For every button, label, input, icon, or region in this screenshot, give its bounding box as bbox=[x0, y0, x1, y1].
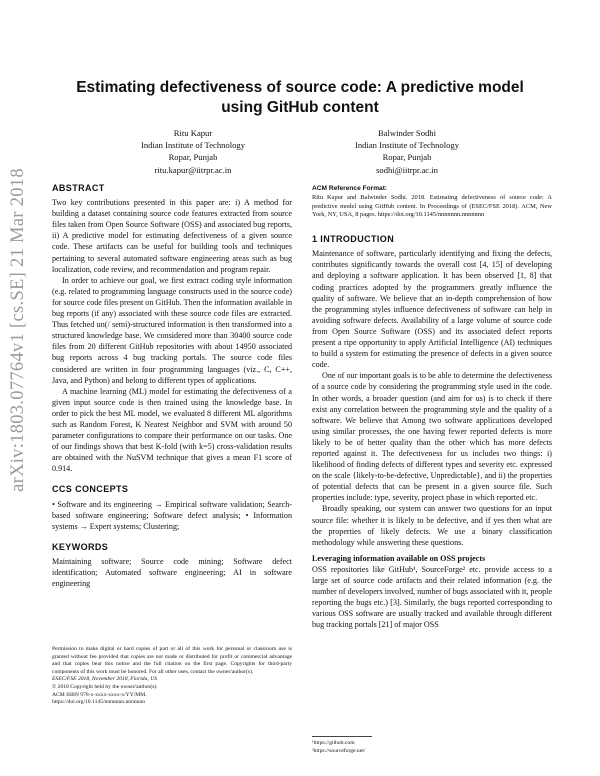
doi-link[interactable]: https://doi.org/10.1145/nnnnnnn.nnnnnnn bbox=[52, 699, 146, 706]
author-location: Ropar, Punjab bbox=[168, 152, 218, 163]
abstract-paragraph: A machine learning (ML) model for estimating the defectiveness of a given input source code is then trained using the knowledge base. In order to pick the best ML model, we evaluated 8 different ML algorithms such as Random Forest, K Nearest Neighbor and SVM with around 50 parameter configurations to compare their performance on our tasks. One of our findings shows that best K-fold (with k=5) cross-validation results are obtained with the NuSVM technique that gives a mean F1 score of 0.914. bbox=[52, 386, 292, 474]
section-heading: 1 INTRODUCTION bbox=[312, 234, 395, 245]
abstract-heading: ABSTRACT bbox=[52, 183, 105, 193]
ccs-text: • Software and its engineering → Empirical software validation; Search-based software engineering; Software defect analysis; • Information systems → Expert systems; Clustering; bbox=[52, 499, 292, 531]
isbn: ACM ISBN 978-x-xxxx-xxxx-x/YY/MM. bbox=[52, 691, 147, 698]
author-name: Balwinder Sodhi bbox=[377, 128, 436, 138]
author-affiliation: Indian Institute of Technology bbox=[354, 140, 459, 151]
arxiv-watermark: arXiv:1803.07764v1 [cs.SE] 21 Mar 2018 bbox=[8, 168, 28, 492]
abstract-paragraph: In order to achieve our goal, we first extract coding style information (e.g. related to programming language constructs used in the source code) for source code files present on GitHub. Then the information available in bug reports (if any) associated with these source code files are extracted. Thus fetched un(/ semi)-structured information is then transformed into a structured knowledge base. We considered more than 30400 source code files from 20 different GitHub repositories with about 14950 associated bug reports across 4 bug tracking portals. The source code files considered are written in four programming languages (viz., C, C++, Java, and Python) and belong to different types of applications. bbox=[52, 275, 292, 385]
footnotes bbox=[312, 740, 552, 755]
paper-title: Estimating defectiveness of source code: A predictive model using GitHub content bbox=[76, 79, 524, 116]
author-block bbox=[292, 127, 522, 176]
intro-paragraph: OSS repositories like GitHub¹, SourceForge² etc. provide access to a large set of source code artifacts and their related information (e.g. the number of developers involved, number of bugs associated with it, people reporting the bugs etc.) [3]. Similarly, the bugs reported corresponding to various OSS software are usually tracked and available through different bug tracking portals [21] of major OSS bbox=[312, 564, 552, 630]
author-block bbox=[78, 127, 308, 176]
intro-paragraph: Maintenance of software, particularly identifying and fixing the defects, contributes significantly towards the overall cost [4, 15] of developing and deploying a software application. It has been observed [1, 8] that coding practices adopted by the programmers greatly influence the quality of software. We believe that an in-depth comprehension of how the programming styles influence defectiveness of software can help in avoiding software defects. Availability of a large volume of source code from Open Source Software (OSS) and its associated defect reports present a ripe opportunity to apply Artificial Intelligence (AI) techniques to build a system for estimating the presence of defects in a given source code. bbox=[312, 249, 552, 370]
keywords-text: Maintaining software; Source code mining; Software defect identification; Automated software engineering; AI in software engineering bbox=[52, 556, 292, 589]
abstract-paragraph: Two key contributions presented in this paper are: i) A method for building a dataset containing source code features extracted from source files taken from Open Source Software (OSS) and associated bug reports, ii) A predictive model for estimating defectiveness of a given source code. These artifacts can be useful for building tools and techniques pertaining to several automated software engineering areas such as bug localization, code review, and recommendation and program repair. bbox=[52, 198, 292, 274]
author-affiliation: Indian Institute of Technology bbox=[140, 140, 245, 151]
permission-text: Permission to make digital or hard copies of part or all of this work for personal or classroom use is granted without fee provided that copies are not made or distributed for profit or commercial advantage and that copies bear this notice and the full citation on the first page. Copyrights for third-party components of this work must be honored. For all other uses, contact the owner/author(s). bbox=[52, 646, 292, 675]
permission-block bbox=[52, 646, 292, 707]
acm-reference-heading: ACM Reference Format: bbox=[312, 185, 388, 192]
ccs-heading: CCS CONCEPTS bbox=[52, 484, 129, 495]
footnote-rule bbox=[312, 736, 372, 737]
footnote[interactable]: ¹https://github.com bbox=[312, 740, 355, 746]
intro-paragraph: Broadly speaking, our system can answer two questions for an input source file: whether it is likely to be defective, and if yes then what are the properties of likely defects. We use a binary classification methodology while answering these questions. bbox=[312, 504, 552, 547]
venue: ESEC/FSE 2018, November 2018, Florida, US bbox=[52, 676, 158, 683]
acm-reference-text: Ritu Kapur and Balwinder Sodhi. 2018. Estimating defectiveness of source code: A predictive model using GitHub content. In Proceedings of (ESEC/FSE 2018). ACM, New York, NY, USA, 8 pages. https://doi.org/10.1145/nnnnnnn.nnnnnnn bbox=[312, 193, 552, 219]
footnote[interactable]: ²https://sourceforge.net/ bbox=[312, 747, 366, 754]
keywords-heading: KEYWORDS bbox=[52, 541, 109, 552]
author-location: Ropar, Punjab bbox=[382, 152, 432, 163]
author-email[interactable]: ritu.kapur@iitrpr.ac.in bbox=[154, 164, 232, 175]
right-column bbox=[312, 185, 552, 630]
acm-reference bbox=[312, 185, 552, 220]
author-email[interactable]: sodhi@iitrpr.ac.in bbox=[376, 164, 438, 175]
left-column bbox=[52, 183, 292, 589]
copyright: © 2018 Copyright held by the owner/author(s). bbox=[52, 683, 158, 690]
author-name: Ritu Kapur bbox=[173, 128, 213, 138]
intro-paragraph: One of our important goals is to be able to determine the defectiveness of a source code by considering the programming style used in the code. In other words, a broader question (and aim for us) is to check if there exist any correlation between the programming style and the quality of a software. We believe that Among two software applications developed using similar processes, the one having fewer reported defects is more likely to be of better quality than the other which has more defects reported against it. The defectiveness for us includes two things: i) likelihood of finding defects of different types and severity etc. expressed on the scale {likely-to-be-defective, Unpredictable}, and ii) the properties of potential defects that can be present in a given source file. Such properties include: type, severity, project phase in which reported etc. bbox=[312, 371, 552, 503]
subsection-heading: Leveraging information available on OSS projects bbox=[312, 553, 486, 563]
